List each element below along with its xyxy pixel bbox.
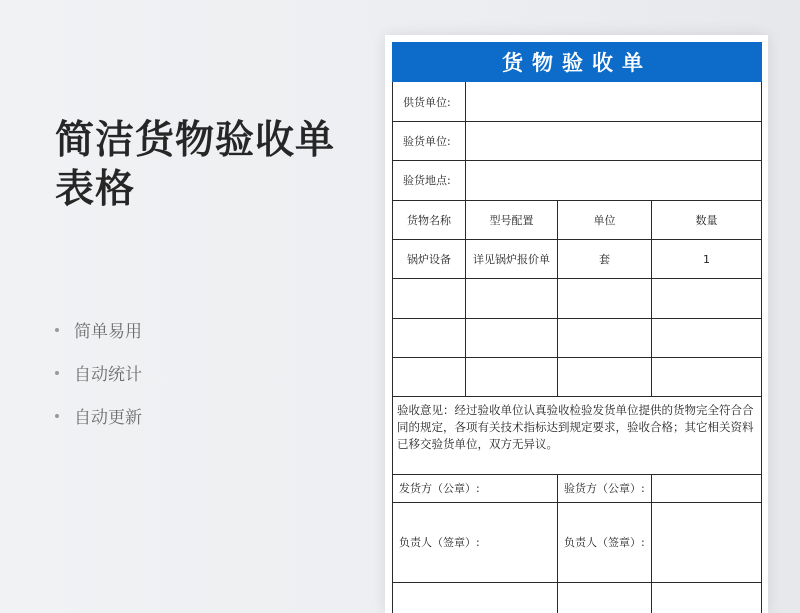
bullet-dot-icon (55, 414, 59, 418)
cell-unit[interactable] (558, 358, 652, 397)
table-row (393, 239, 762, 278)
receiver-sign-label: 负责人（签章）: (558, 502, 652, 582)
table-header-row (393, 200, 762, 239)
table-row (393, 358, 762, 397)
supplier-row (393, 82, 762, 121)
cell-model[interactable] (466, 318, 558, 357)
cell-model[interactable] (466, 358, 558, 397)
shipper-sign-label: 负责人（签章）: (393, 502, 558, 582)
shipper-seal-label: 发货方（公章）: (393, 475, 558, 503)
feature-list (55, 308, 142, 437)
column-header-model: 型号配置 (466, 200, 558, 239)
signature-row (393, 502, 762, 582)
extra-cell[interactable] (558, 582, 652, 613)
feature-item: 简单易用 (55, 308, 142, 351)
cell-quantity[interactable] (652, 358, 762, 397)
acceptance-form (392, 42, 762, 613)
table-row (393, 318, 762, 357)
feature-item: 自动更新 (55, 394, 142, 437)
form-title: 货物验收单 (393, 43, 762, 82)
location-row (393, 161, 762, 200)
table-row (393, 279, 762, 318)
cell-goods-name[interactable] (393, 318, 466, 357)
cell-model[interactable] (466, 279, 558, 318)
receiver-seal-label: 验货方（公章）: (558, 475, 652, 503)
receiver-seal-cell[interactable] (652, 475, 762, 503)
column-header-quantity: 数量 (652, 200, 762, 239)
cell-quantity[interactable] (652, 318, 762, 357)
column-header-name: 货物名称 (393, 200, 466, 239)
location-label: 验货地点: (393, 161, 466, 200)
inspector-value-cell[interactable] (466, 121, 762, 160)
cell-model[interactable]: 详见锅炉报价单 (466, 239, 558, 278)
bullet-dot-icon (55, 371, 59, 375)
feature-item: 自动统计 (55, 351, 142, 394)
extra-cell[interactable] (393, 582, 558, 613)
receiver-sign-cell[interactable] (652, 502, 762, 582)
headline (55, 116, 335, 214)
form-title-row (393, 43, 762, 82)
headline-line-2: 表格 (55, 167, 136, 212)
bullet-dot-icon (55, 328, 59, 332)
inspector-label: 验货单位: (393, 121, 466, 160)
supplier-label: 供货单位: (393, 82, 466, 121)
cell-quantity[interactable]: 1 (652, 239, 762, 278)
cell-goods-name[interactable] (393, 358, 466, 397)
cell-unit[interactable] (558, 279, 652, 318)
seal-row (393, 475, 762, 503)
opinion-row (393, 397, 762, 475)
cell-quantity[interactable] (652, 279, 762, 318)
cell-goods-name[interactable] (393, 279, 466, 318)
cell-unit[interactable] (558, 318, 652, 357)
headline-line-1: 简洁货物验收单 (55, 118, 336, 163)
column-header-unit: 单位 (558, 200, 652, 239)
extra-row (393, 582, 762, 613)
supplier-value-cell[interactable] (466, 82, 762, 121)
cell-goods-name[interactable]: 锅炉设备 (393, 239, 466, 278)
extra-cell[interactable] (652, 582, 762, 613)
document-preview (385, 35, 768, 613)
inspector-row (393, 121, 762, 160)
acceptance-opinion[interactable]: 验收意见：经过验收单位认真验收检验发货单位提供的货物完全符合合同的规定，各项有关技术指标达到规定要求，验收合格；其它相关资料已移交验货单位，双方无异议。 (393, 397, 762, 475)
cell-unit[interactable]: 套 (558, 239, 652, 278)
location-value-cell[interactable] (466, 161, 762, 200)
